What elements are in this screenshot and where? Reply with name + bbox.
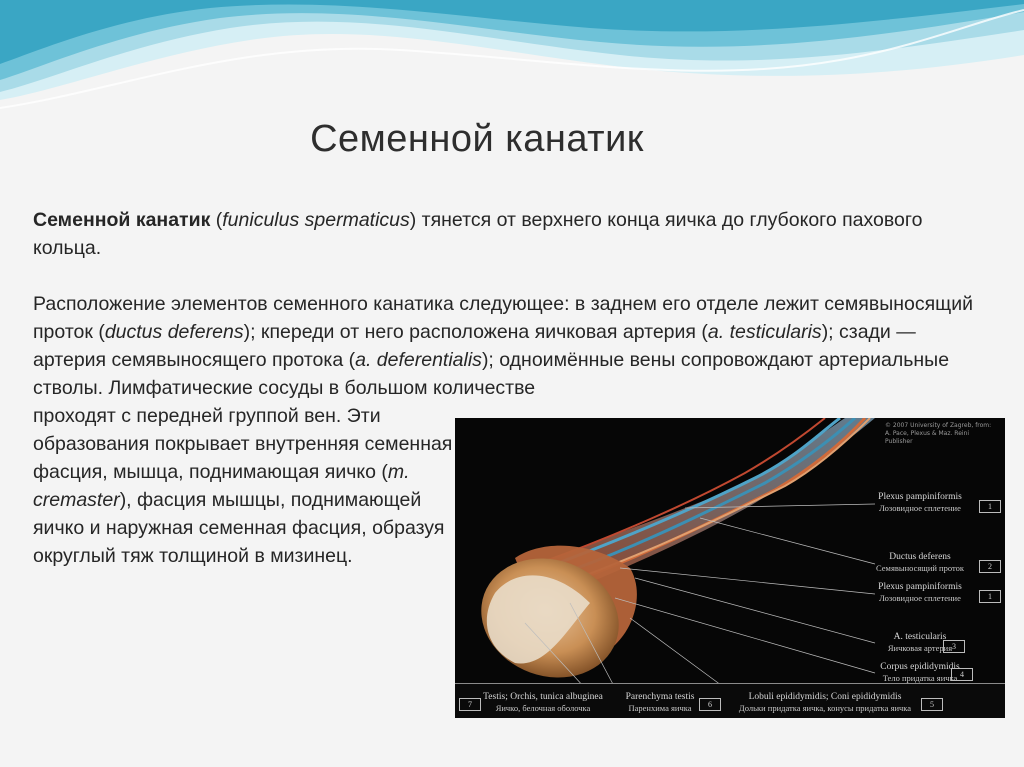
label-number: 2 [979, 560, 1001, 573]
label-number: 7 [459, 698, 481, 711]
latin-term: m. cremaster [33, 461, 410, 511]
latin-term: a. testicularis [707, 321, 822, 343]
label-plexus-pampiniformis-2: Plexus pampiniformis Лозовидное сплетение [878, 582, 962, 603]
header-wave-decoration [0, 0, 1024, 110]
label-number: 5 [921, 698, 943, 711]
label-ductus-deferens: Ductus deferens Семявыносящий проток [876, 552, 964, 573]
paragraph-definition: Семенной канатик (funiculus spermaticus) тянется от верхнего конца яичка до глубокого пахового кольца. [33, 209, 923, 259]
term-bold: Семенной канатик [33, 209, 211, 231]
latin-term: ductus deferens [104, 321, 244, 343]
label-number: 3 [943, 640, 965, 653]
label-a-testicularis: A. testicularis Яичковая артерия [887, 632, 953, 653]
latin-term: funiculus spermaticus [222, 209, 410, 231]
label-parenchyma-testis: Parenchyma testis Паренхима яичка [625, 692, 695, 713]
label-plexus-pampiniformis-1: Plexus pampiniformis Лозовидное сплетение [878, 492, 962, 513]
label-testis: Testis; Orchis, tunica albuginea Яичко, белочная оболочка [483, 692, 603, 713]
paragraph-arrangement: Расположение элементов семенного канатика следующее: в заднем его отделе лежит семявыносящий проток (ductus deferens); кпереди от него расположена яичковая артерия (a. testicularis); сзади — артерия семявыносящего протока (a. deferentialis); одноимённые вены сопровождают артериальные стволы. Лимфатические сосуды в большом количестве [33, 293, 973, 399]
label-number: 1 [979, 500, 1001, 513]
label-number: 6 [699, 698, 721, 711]
paragraph-coverings: проходят с передней группой вен. Эти образования покрывает внутренняя семенная фасция, мышца, поднимающая яичко (m. cremaster), фасция мышцы, поднимающей яичко и наружная семенная фасция, образуя округлый тяж толщиной в мизинец. [33, 405, 453, 567]
anatomy-figure [455, 418, 1005, 718]
label-number: 1 [979, 590, 1001, 603]
slide-title: Семенной канатик [310, 118, 644, 160]
latin-term: a. deferentialis [355, 349, 482, 371]
label-number: 4 [951, 668, 973, 681]
label-lobuli-epididymidis: Lobuli epididymidis; Coni epididymidis Дольки придатка яичка, конусы придатка яичка [738, 692, 912, 713]
label-corpus-epididymidis: Corpus epididymidis Тело придатка яичка [880, 662, 960, 683]
figure-copyright: © 2007 University of Zagreb, from: A. Pace, Plexus & Maz. Reini Publisher [885, 422, 992, 445]
